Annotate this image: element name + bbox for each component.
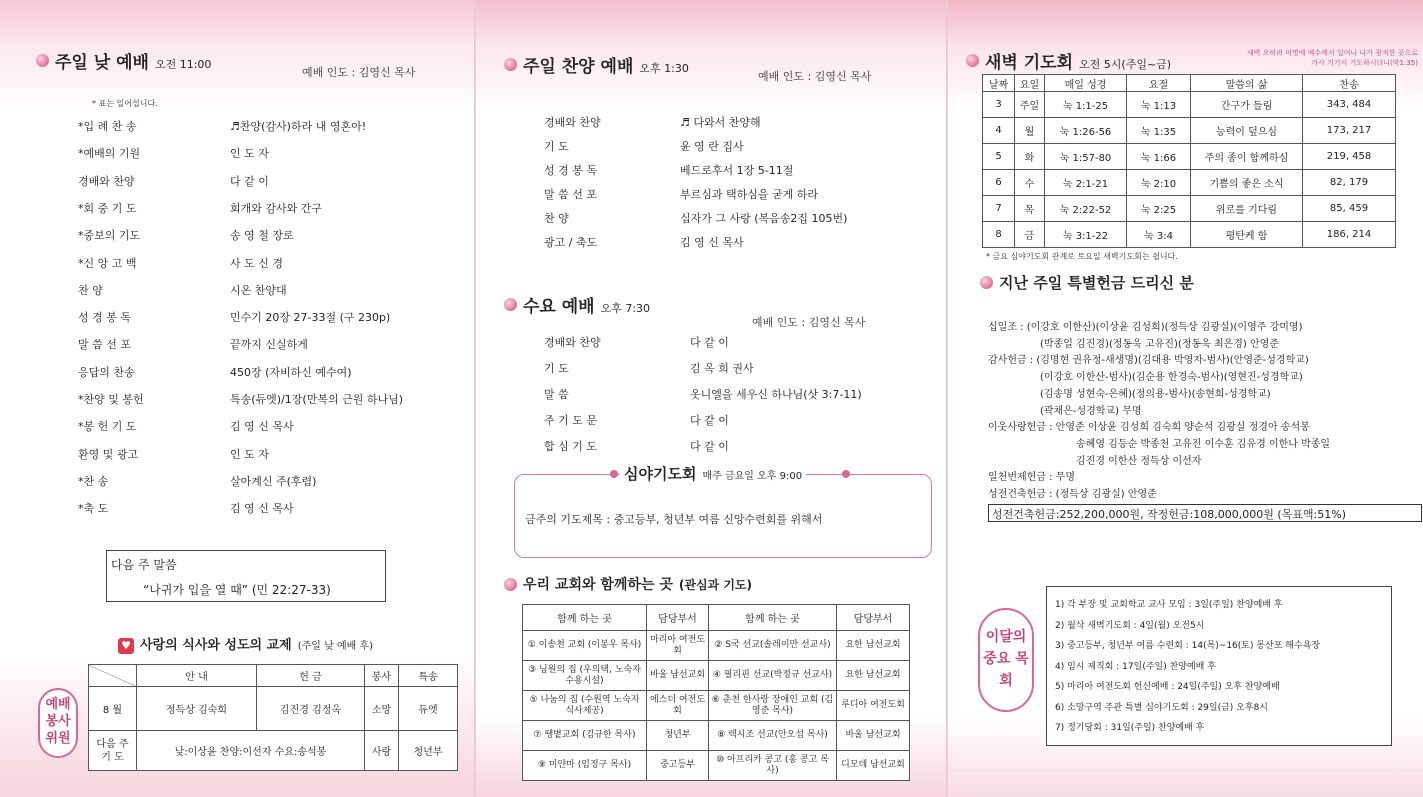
offering-header bbox=[980, 272, 1194, 293]
service-committee-badge: 예배 봉사 위원 bbox=[38, 688, 78, 758]
praise-service-header bbox=[504, 52, 689, 77]
table-cell: ⑤ 나눔의 집 (수원역 노숙자 식사제공) bbox=[523, 691, 647, 721]
order-item-detail: 인 도 자 bbox=[230, 147, 269, 161]
table-cell: 186, 214 bbox=[1303, 222, 1396, 248]
order-item-name: 합 심 기 도 bbox=[544, 440, 597, 453]
offering-line: (김송명 성현숙-은혜)(정의용-범사)(송현희-성경학교) bbox=[1040, 388, 1271, 400]
order-item-detail: 윤 영 란 집사 bbox=[680, 140, 744, 153]
table-cell: ④ 필리핀 선교(박정규 선교사) bbox=[709, 661, 837, 691]
praise-service-time: 오후 1:30 bbox=[639, 62, 689, 75]
header-service: 봉사 bbox=[365, 665, 399, 687]
order-item-detail: 김 옥 희 권사 bbox=[690, 362, 754, 375]
header-bible: 매일 성경 bbox=[1045, 75, 1127, 92]
order-item-detail: 인 도 자 bbox=[230, 447, 269, 461]
wednesday-service-header bbox=[504, 292, 650, 317]
fellowship-header bbox=[118, 634, 373, 654]
order-item-detail: 부르심과 택하심을 굳게 하라 bbox=[680, 188, 819, 201]
order-item-detail: 다 같 이 bbox=[230, 174, 269, 188]
header-verse: 요절 bbox=[1127, 75, 1191, 92]
row-label: 다음 주 기 도 bbox=[89, 731, 137, 771]
table-cell: 디모데 남선교회 bbox=[837, 751, 910, 781]
dawn-prayer-time: 오전 5시(주일~금) bbox=[1079, 58, 1172, 71]
bullet-dot-icon bbox=[504, 578, 517, 591]
order-item-detail: 450장 (자비하신 예수여) bbox=[230, 365, 352, 379]
table-cell: 요한 남선교회 bbox=[837, 631, 910, 661]
offering-line: 일천번제헌금 : 무명 bbox=[988, 472, 1076, 484]
table-row bbox=[523, 661, 910, 691]
bullet-dot-icon bbox=[504, 298, 517, 311]
offering-cell: 김진경 김정옥 bbox=[257, 687, 365, 731]
event-item: 2) 월삭 새벽기도회 : 4일(월) 오전5시 bbox=[1055, 620, 1205, 631]
event-item: 4) 임시 제직회 : 17일(주일) 찬양예배 후 bbox=[1055, 661, 1216, 672]
table-cell: 눅 2:10 bbox=[1127, 170, 1191, 196]
table-cell: 눅 1:1-25 bbox=[1045, 92, 1127, 118]
dawn-prayer-title: 새벽 기도회 bbox=[985, 53, 1074, 73]
partners-subtitle: (관심과 기도) bbox=[678, 578, 752, 592]
event-item: 1) 각 부장 및 교회학교 교사 모임 : 3일(주일) 찬양예배 후 bbox=[1055, 600, 1283, 610]
table-cell: ② S국 선교(솔레이만 선교사) bbox=[709, 631, 837, 661]
order-item-detail: 베드로후서 1장 5-11절 bbox=[680, 164, 794, 177]
order-item-detail: 다 같 이 bbox=[690, 414, 729, 427]
table-cell: 173, 217 bbox=[1303, 118, 1396, 144]
offering-line: (이강호 이한산-범사)(김순용 한경숙-범사)(영현진-성경학교) bbox=[1040, 372, 1303, 384]
table-cell: 요한 남선교회 bbox=[837, 661, 910, 691]
order-item-detail: 다 같 이 bbox=[690, 440, 729, 453]
table-cell: 3 bbox=[983, 92, 1015, 118]
order-item-name: 주 기 도 문 bbox=[544, 414, 597, 427]
next-week-text: “나귀가 입을 열 때” (민 22:27-33) bbox=[143, 583, 331, 597]
header-hymn: 찬송 bbox=[1303, 75, 1396, 92]
order-item-name: 말 씀 선 포 bbox=[78, 338, 131, 352]
table-cell: ⑩ 아프리카 콩고 (홍 콩고 목사) bbox=[709, 751, 837, 781]
order-item-name: *축 도 bbox=[78, 502, 109, 516]
table-cell: 8 bbox=[983, 222, 1015, 248]
offering-line: 성전건축헌금 : (정득상 김광실) 안영준 bbox=[988, 489, 1157, 500]
table-row bbox=[983, 222, 1396, 248]
table-cell: 눅 1:66 bbox=[1127, 144, 1191, 170]
offering-title: 지난 주일 특별헌금 드리신 분 bbox=[999, 274, 1194, 292]
order-item-detail: 김 영 신 목사 bbox=[680, 236, 744, 249]
table-cell: 능력이 덮으심 bbox=[1191, 118, 1303, 144]
offering-line: (박종일 김진경)(정동욱 고유진)(정동욱 최은경) 안영준 bbox=[1040, 338, 1279, 350]
table-cell: 주일 bbox=[1015, 92, 1045, 118]
night-prayer-title: 심야기도회 bbox=[624, 465, 697, 483]
table-cell: 위로를 기다림 bbox=[1191, 196, 1303, 222]
header-offering: 헌 금 bbox=[257, 665, 365, 687]
order-item-name: 성 경 봉 독 bbox=[544, 164, 597, 177]
building-fund-total: 성전건축헌금:252,200,000원, 작정헌금:108,000,000원 (목표액:51%) bbox=[992, 508, 1346, 521]
order-item-detail: 민수기 20장 27-33절 (구 230p) bbox=[230, 311, 391, 325]
table-row bbox=[983, 118, 1396, 144]
wednesday-service-leader: 예배 인도 : 김영신 목사 bbox=[752, 316, 866, 329]
order-item-detail: 끝까지 신실하게 bbox=[230, 338, 308, 352]
night-prayer-box bbox=[514, 474, 932, 558]
header-place: 함께 하는 곳 bbox=[523, 605, 647, 631]
panel-sunday-service bbox=[0, 0, 476, 797]
praise-service-title: 주일 찬양 예배 bbox=[523, 57, 634, 77]
header-special: 특송 bbox=[399, 665, 458, 687]
service-cell: 소망 bbox=[365, 687, 399, 731]
panel-dawn-offering bbox=[948, 0, 1423, 797]
order-item-detail: 특송(듀엣)/1장(만복의 근원 하나님) bbox=[230, 393, 404, 406]
sunday-service-title: 주일 낮 예배 bbox=[55, 53, 149, 73]
special-cell: 듀엣 bbox=[399, 687, 458, 731]
table-cell: ① 이송천 교회 (이봉우 목사) bbox=[523, 631, 647, 661]
panel-praise-wednesday bbox=[476, 0, 948, 797]
order-item-name: 경배와 찬양 bbox=[544, 116, 601, 129]
table-row bbox=[983, 92, 1396, 118]
table-cell: 4 bbox=[983, 118, 1015, 144]
bullet-dot-icon bbox=[36, 54, 49, 67]
event-item: 6) 소망구역 주관 특별 심야기도회 : 29일(금) 오후8시 bbox=[1055, 702, 1268, 713]
pink-dot-icon bbox=[610, 470, 618, 478]
monthly-events-badge: 이달의 중요 목회 bbox=[978, 608, 1034, 712]
table-cell: ⑥ 춘천 한사랑 장애인 교회 (김영준 목사) bbox=[709, 691, 837, 721]
order-item-name: 경배와 찬양 bbox=[544, 336, 601, 349]
order-item-name: 찬 양 bbox=[78, 283, 103, 297]
table-cell: 에스더 여전도회 bbox=[647, 691, 709, 721]
table-cell: 월 bbox=[1015, 118, 1045, 144]
order-item-name: *회 중 기 도 bbox=[78, 201, 137, 215]
table-cell: 평탄케 함 bbox=[1191, 222, 1303, 248]
table-cell: ③ 님원의 집 (우의택, 노숙자 수용시설) bbox=[523, 661, 647, 691]
order-item-name: *중보의 기도 bbox=[78, 229, 141, 243]
order-item-detail: 김 영 신 목사 bbox=[230, 502, 294, 516]
order-item-detail: 옷니엘을 세우신 하나님(삿 3:7-11) bbox=[690, 388, 862, 401]
order-item-name: *입 례 찬 송 bbox=[78, 120, 137, 133]
order-item-name: 광고 / 축도 bbox=[544, 236, 598, 249]
table-cell: ⑦ 땡볕교회 (김규한 목사) bbox=[523, 721, 647, 751]
order-item-name: 응답의 찬송 bbox=[78, 365, 135, 379]
bullet-dot-icon bbox=[980, 276, 993, 289]
order-item-name: *찬 송 bbox=[78, 474, 109, 488]
table-cell: 바울 남선교회 bbox=[837, 721, 910, 751]
table-cell: 청년부 bbox=[647, 721, 709, 751]
bullet-dot-icon bbox=[966, 54, 979, 67]
night-prayer-header bbox=[620, 463, 806, 484]
table-cell: 82, 179 bbox=[1303, 170, 1396, 196]
table-row bbox=[523, 631, 910, 661]
table-row bbox=[523, 691, 910, 721]
offering-line: 김진경 이한산 정득상 이선자 bbox=[1076, 455, 1202, 467]
offering-line: 송혜영 김등순 박종천 고유진 이수훈 김유경 이한나 박종일 bbox=[1076, 438, 1331, 450]
row-label: 8 월 bbox=[89, 687, 137, 731]
order-item-detail: 십자가 그 사랑 (복음송2집 105번) bbox=[680, 212, 848, 225]
guide-cell: 정득상 김숙희 bbox=[137, 687, 257, 731]
header-place: 함께 하는 곳 bbox=[709, 605, 837, 631]
table-cell: 눅 2:1-21 bbox=[1045, 170, 1127, 196]
table-cell: 눅 3:1-22 bbox=[1045, 222, 1127, 248]
header-dept: 담당부서 bbox=[647, 605, 709, 631]
order-item-detail: 살아계신 주(후렴) bbox=[230, 474, 317, 488]
prayer-cell: 낮:이상윤 찬양:이선자 수요:송석봉 bbox=[137, 731, 365, 771]
order-item-detail: ♬찬양(감사)하라 내 영혼아! bbox=[230, 120, 367, 133]
table-cell: ⑨ 미얀마 (임정구 목사) bbox=[523, 751, 647, 781]
wednesday-service-time: 오후 7:30 bbox=[600, 302, 651, 315]
order-item-detail: 김 영 신 목사 bbox=[230, 420, 294, 434]
table-cell: 마리아 여전도회 bbox=[647, 631, 709, 661]
monthly-events-box bbox=[1046, 586, 1392, 746]
table-cell: 루디아 여전도회 bbox=[837, 691, 910, 721]
order-item-name: *봉 헌 기 도 bbox=[78, 420, 137, 434]
order-item-name: 경배와 찬양 bbox=[78, 174, 135, 188]
order-item-name: 말 씀 bbox=[544, 388, 569, 401]
header-life: 말씀의 삶 bbox=[1191, 75, 1303, 92]
table-cell: 눅 1:35 bbox=[1127, 118, 1191, 144]
order-item-name: *찬양 및 봉헌 bbox=[78, 393, 144, 406]
order-item-detail: 시온 찬양대 bbox=[230, 283, 287, 297]
special-cell: 청년부 bbox=[399, 731, 458, 771]
table-cell: 눅 2:25 bbox=[1127, 196, 1191, 222]
pink-dot-icon bbox=[842, 470, 850, 478]
table-cell: 5 bbox=[983, 144, 1015, 170]
offering-line: (곽채은-성경학교) 무명 bbox=[1040, 405, 1142, 417]
table-cell: 눅 3:4 bbox=[1127, 222, 1191, 248]
order-item-name: 말 씀 선 포 bbox=[544, 188, 597, 201]
order-item-detail: 사 도 신 경 bbox=[230, 256, 283, 270]
wednesday-service-title: 수요 예배 bbox=[523, 297, 595, 317]
order-item-detail: 다 같 이 bbox=[690, 336, 729, 349]
event-item: 5) 마리아 여전도회 헌신예배 : 24일(주일) 오후 찬양예배 bbox=[1055, 682, 1280, 692]
dawn-note: * 금요 심야기도회 관계로 토요일 새벽기도회는 쉽니다. bbox=[986, 252, 1178, 261]
order-item-detail: ♬ 다와서 찬양해 bbox=[680, 116, 761, 129]
apple-icon: ♥ bbox=[118, 638, 134, 654]
table-cell: ⑧ 렉시조 선교(안오섭 목사) bbox=[709, 721, 837, 751]
table-cell: 바울 남선교회 bbox=[647, 661, 709, 691]
table-row bbox=[983, 170, 1396, 196]
table-cell: 눅 1:13 bbox=[1127, 92, 1191, 118]
table-cell: 219, 458 bbox=[1303, 144, 1396, 170]
night-prayer-time: 매주 금요일 오후 9:00 bbox=[702, 471, 803, 482]
order-item-name: 기 도 bbox=[544, 362, 569, 375]
table-cell: 343, 484 bbox=[1303, 92, 1396, 118]
dawn-verse: 새벽 오히려 미명에 예수께서 일어나 나가 광적한 곳으로 가사 거기서 기도하시더니(막1:35) bbox=[1246, 49, 1418, 67]
table-row bbox=[523, 721, 910, 751]
table-row bbox=[983, 196, 1396, 222]
bullet-dot-icon bbox=[504, 58, 517, 71]
building-fund-total-box bbox=[988, 504, 1422, 522]
table-cell: 6 bbox=[983, 170, 1015, 196]
partners-title: 우리 교회와 함께하는 곳 bbox=[523, 577, 673, 593]
table-cell: 간구가 들림 bbox=[1191, 92, 1303, 118]
partners-header bbox=[504, 574, 752, 594]
header-guide: 안 내 bbox=[137, 665, 257, 687]
table-cell: 85, 459 bbox=[1303, 196, 1396, 222]
sunday-service-leader: 예배 인도 : 김영신 목사 bbox=[302, 66, 416, 79]
order-item-name: 환영 및 광고 bbox=[78, 447, 139, 461]
order-item-name: 기 도 bbox=[544, 140, 569, 153]
order-item-name: *신 앙 고 백 bbox=[78, 256, 137, 270]
table-cell: 눅 1:57-80 bbox=[1045, 144, 1127, 170]
table-cell: 기쁨의 좋은 소식 bbox=[1191, 170, 1303, 196]
next-week-label: 다음 주 말씀 bbox=[111, 558, 177, 572]
dawn-prayer-table bbox=[982, 74, 1396, 248]
header-dept: 담당부서 bbox=[837, 605, 910, 631]
partners-table bbox=[522, 604, 910, 781]
fellowship-title: 사랑의 식사와 성도의 교제 bbox=[140, 638, 292, 653]
offering-line: 십일조 : (이강호 이한산)(이상윤 김성희)(정득상 김광실)(이영주 강미영) bbox=[988, 322, 1303, 333]
table-row bbox=[523, 751, 910, 781]
fellowship-subtitle: (주일 낮 예배 후) bbox=[297, 641, 374, 652]
offering-line: 이웃사랑헌금 : 안영준 이상윤 김성희 김숙희 양순석 김광실 정경아 송석봉 bbox=[988, 422, 1310, 434]
table-row bbox=[983, 144, 1396, 170]
standing-note: * 표는 일어섭니다. bbox=[92, 99, 158, 108]
header-day: 요일 bbox=[1015, 75, 1045, 92]
table-cell: 주의 종이 함께하심 bbox=[1191, 144, 1303, 170]
sunday-service-time: 오전 11:00 bbox=[154, 58, 212, 71]
table-cell: 중고등부 bbox=[647, 751, 709, 781]
table-corner bbox=[89, 665, 137, 687]
table-cell: 7 bbox=[983, 196, 1015, 222]
table-cell: 눅 1:26-56 bbox=[1045, 118, 1127, 144]
order-item-name: 성 경 봉 독 bbox=[78, 311, 131, 325]
order-item-detail: 송 영 철 장로 bbox=[230, 229, 294, 243]
fellowship-table bbox=[88, 664, 458, 771]
praise-service-leader: 예배 인도 : 김영신 목사 bbox=[758, 70, 872, 83]
order-item-name: *예배의 기원 bbox=[78, 147, 141, 161]
night-prayer-text: 금주의 기도제목 : 중고등부, 청년부 여름 신앙수련회를 위해서 bbox=[525, 513, 823, 526]
order-item-name: 찬 양 bbox=[544, 212, 569, 225]
event-item: 7) 정기당회 : 31일(주일) 찬양예배 후 bbox=[1055, 723, 1205, 733]
event-item: 3) 중고등부, 청년부 여름 수련회 : 14(목)~16(토) 몽산포 해수욕장 bbox=[1055, 641, 1321, 651]
table-cell: 수 bbox=[1015, 170, 1045, 196]
offering-line: 감사헌금 : (김명현 권유정-새생명)(김대용 박영자-범사)(안영준-성경학교) bbox=[988, 355, 1309, 367]
dawn-prayer-header bbox=[966, 48, 1171, 73]
order-item-detail: 회개와 감사와 간구 bbox=[230, 201, 323, 215]
sunday-service-header bbox=[36, 48, 211, 73]
next-week-box bbox=[106, 550, 386, 602]
header-date: 날짜 bbox=[983, 75, 1015, 92]
table-cell: 목 bbox=[1015, 196, 1045, 222]
table-cell: 금 bbox=[1015, 222, 1045, 248]
table-cell: 눅 2:22-52 bbox=[1045, 196, 1127, 222]
service-cell: 사랑 bbox=[365, 731, 399, 771]
table-cell: 화 bbox=[1015, 144, 1045, 170]
